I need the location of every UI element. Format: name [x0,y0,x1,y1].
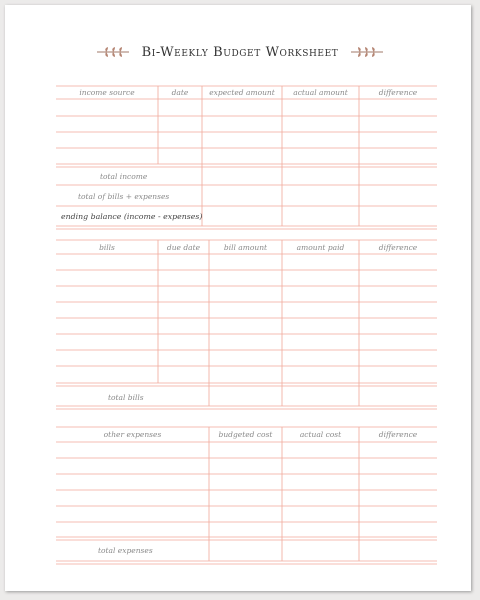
header-other-difference: difference [378,430,418,439]
total-expenses-label: total expenses [98,546,153,555]
header-difference: difference [378,88,418,97]
header-actual-amount: actual amount [293,88,348,97]
total-bills-label: total bills [108,393,144,402]
header-expected-amount: expected amount [209,88,275,97]
header-due-date: due date [166,243,201,252]
ending-balance-label: ending balance (income - expenses) [61,212,203,221]
total-income-label: total income [100,172,148,181]
page-title: Bi-Weekly Budget Worksheet [141,44,339,60]
header-bill-amount: bill amount [223,243,268,252]
header-actual-cost: actual cost [299,430,342,439]
header-date: date [171,88,189,97]
header-other-expenses: other expenses [103,430,162,439]
total-bills-expenses-label: total of bills + expenses [78,192,170,201]
header-amount-paid: amount paid [296,243,345,252]
header-income-source: income source [79,88,135,97]
header-bills: bills [99,243,115,252]
header-budgeted-cost: budgeted cost [218,430,273,439]
header-bills-difference: difference [378,243,418,252]
